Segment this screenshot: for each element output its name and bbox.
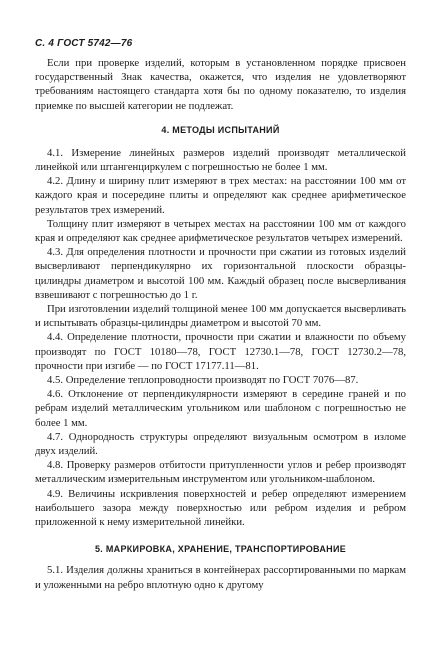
paragraph-4-2: 4.2. Длину и ширину плит измеряют в трех местах: на расстоянии 100 мм от каждого края и посередине плиты и определяют как среднее арифметическое результатов трех измерений. bbox=[35, 175, 406, 216]
section-4-title: 4. МЕТОДЫ ИСПЫТАНИЙ bbox=[161, 124, 280, 135]
paragraph-4-3-thin: При изготовлении изделий толщиной менее 100 мм допускается высверливать и испытывать образцы-цилиндры диаметром и высотой 70 мм. bbox=[35, 303, 406, 330]
paragraph-4-7: 4.7. Однородность структуры определяют визуальным осмотром в изломе двух изделий. bbox=[35, 430, 406, 458]
section-5-title: 5. МАРКИРОВКА, ХРАНЕНИЕ, ТРАНСПОРТИРОВАНИЕ bbox=[94, 544, 347, 555]
paragraph-4-8: 4.8. Проверку размеров отбитости притупленности углов и ребер производят металлическим измерительным инструментом или угольником-шаблоном. bbox=[35, 459, 406, 486]
paragraph-4-4: 4.4. Определение плотности, прочности при сжатии и влажности по объему производят по ГОСТ 10180—78, ГОСТ 12730.1—78, ГОСТ 12730.2—78, прочности при изгибе — по ГОСТ 17177.11—81. bbox=[35, 331, 406, 372]
paragraph-4-1: 4.1. Измерение линейных размеров изделий производят металлической линейкой или штангенциркулем с погрешностью не более 1 мм. bbox=[35, 146, 406, 174]
page-header: С. 4 ГОСТ 5742—76 bbox=[35, 38, 133, 49]
paragraph-4-9: 4.9. Величины искривления поверхностей и ребер определяют измерением наибольшего зазора между поверхностью или ребром изделия и ребром приложенной к нему измерительной линейки. bbox=[35, 487, 406, 529]
paragraph-4-2-thickness: Толщину плит измеряют в четырех местах на расстоянии 100 мм от каждого края и определяют как среднее арифметическое результатов четырех измерений. bbox=[35, 217, 406, 245]
intro-paragraph: Если при проверке изделий, которым в установленном порядке присвоен государственный Знак качества, окажется, что изделия не удовлетворяют требованиям настоящего стандарта хотя бы по одному показателю, то изделия приемке по высшей категории не подлежат. bbox=[35, 57, 406, 112]
document-body bbox=[35, 56, 406, 592]
paragraph-4-5: 4.5. Определение теплопроводности производят по ГОСТ 7076—87. bbox=[47, 374, 359, 387]
paragraph-4-3: 4.3. Для определения плотности и прочности при сжатии из готовых изделий высверливают перпендикулярно их горизонтальной плоскости образцы-цилиндры диаметром и высотой 100 мм. Каждый образец после высверливания взвешивают с погрешностью до 1 г. bbox=[35, 246, 406, 301]
paragraph-4-6: 4.6. Отклонение от перпендикулярности измеряют в середине граней и по ребрам изделий металлическим угольником или шаблоном с погрешностью не более 1 мм. bbox=[35, 388, 406, 429]
paragraph-5-1: 5.1. Изделия должны храниться в контейнерах рассортированными по маркам и уложенными на ребро вплотную одно к другому bbox=[35, 564, 406, 591]
